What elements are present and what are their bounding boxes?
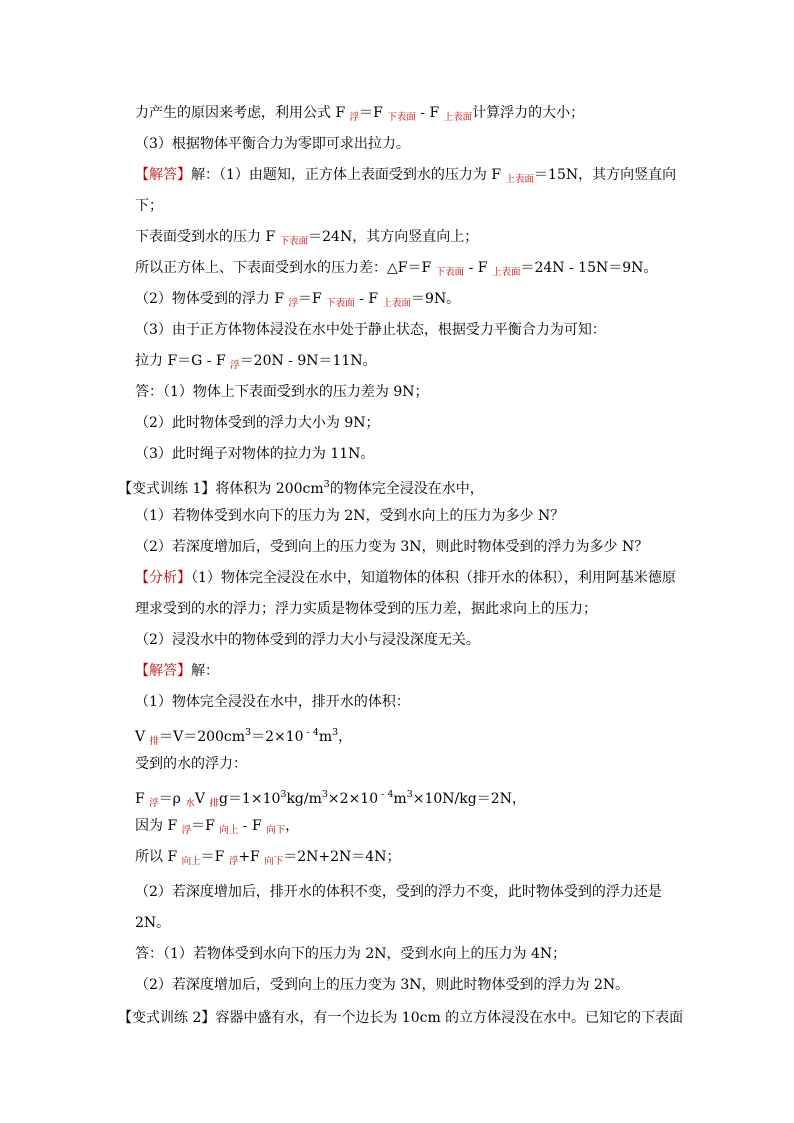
- formula-line: 所以 F $_{向上}$＝F $_浮$+F $_{向下}$＝2N+2N＝4N；: [135, 849, 401, 867]
- answer-label: 【解答】: [135, 663, 191, 679]
- text-line: （3）根据物体平衡合力为零即可求出拉力。: [135, 136, 410, 152]
- text-line: （3）由于正方体物体浸没在水中处于静止状态，根据受力平衡合力为可知：: [135, 322, 606, 338]
- text-line: 力产生的原因来考虑，利用公式 F $_浮$＝F $_{下表面}$ - F $_{上表面}$计算浮力的大小；: [135, 105, 585, 123]
- text-line: （2）若深度增加后，受到向上的压力变为 3N，则此时物体受到的浮力为多少 N？: [135, 539, 649, 555]
- text-line: （1）物体完全浸没在水中，排开水的体积：: [135, 694, 410, 710]
- text-line: 下表面受到水的压力 F $_{下表面}$＝24N，其方向竖直向上；: [135, 229, 479, 247]
- text-line: 2N。: [135, 915, 171, 931]
- exercise-heading: 【变式训练 1】将体积为 $200cm^3$的物体完全浸没在水中，: [118, 479, 484, 497]
- text-line: 下；: [135, 198, 163, 214]
- text-line: 【解答】解：（1）由题知，正方体上表面受到水的压力为 F $_{上表面}$＝15N，其方向竖直向: [135, 167, 677, 185]
- exercise-heading: 【变式训练 2】容器中盛有水，有一个边长为 10cm 的立方体浸没在水中。已知它的下表面: [118, 1010, 684, 1026]
- text-line: 【分析】（1）物体完全浸没在水中，知道物体的体积（排开水的体积），利用阿基米德原: [135, 570, 676, 586]
- text-line: 答：（1）物体上下表面受到水的压力差为 9N；: [135, 384, 429, 400]
- text-line: 所以正方体上、下表面受到水的压力差：△F＝F $_{下表面}$ - F $_{上表面}$＝24N - 15N＝9N。: [135, 260, 658, 278]
- text-line: （2）物体受到的浮力 F $_浮$＝F $_{下表面}$ - F $_{上表面}$＝9N。: [135, 291, 461, 309]
- text-line: 拉力 F＝G - F $_浮$＝20N - 9N＝11N。: [135, 353, 377, 371]
- text-line: （1）若物体受到水向下的压力为 2N，受到水向上的压力为多少 N？: [135, 508, 565, 524]
- text-line: 答：（1）若物体受到水向下的压力为 2N，受到水向上的压力为 4N；: [135, 946, 567, 962]
- formula-line: V $_排=V=200cm^3=2\times 10$ $^{- 4}m^3$，: [135, 727, 353, 747]
- text-line: 理求受到的水的浮力；浮力实质是物体受到的压力差，据此求向上的压力；: [135, 601, 597, 617]
- text-line: （2）浸没水中的物体受到的浮力大小与浸没深度无关。: [135, 632, 480, 648]
- text-line: （3）此时绳子对物体的拉力为 11N。: [135, 446, 375, 462]
- text-line: 受到的水的浮力：: [135, 756, 247, 772]
- text-line: （2）若深度增加后，排开水的体积不变，受到的浮力不变，此时物体受到的浮力还是: [135, 884, 662, 900]
- analysis-label: 【分析】: [135, 570, 191, 586]
- formula-line: 因为 F $_浮$＝F $_{向上}$ - F $_{向下}$，: [135, 818, 300, 836]
- text-line: （2）若深度增加后，受到向上的压力变为 3N，则此时物体受到的浮力为 2N。: [135, 977, 630, 993]
- text-line: 【解答】解：: [135, 663, 219, 679]
- text-line: （2）此时物体受到的浮力大小为 9N；: [135, 415, 380, 431]
- answer-label: 【解答】: [135, 167, 191, 183]
- formula-line: F $_浮$＝ρ $_水$V $_排g=1\times 10^3kg/m^3\times 2\times 10$ $^{- 4}m^3\times 10N/kg=2N$，: [135, 789, 526, 809]
